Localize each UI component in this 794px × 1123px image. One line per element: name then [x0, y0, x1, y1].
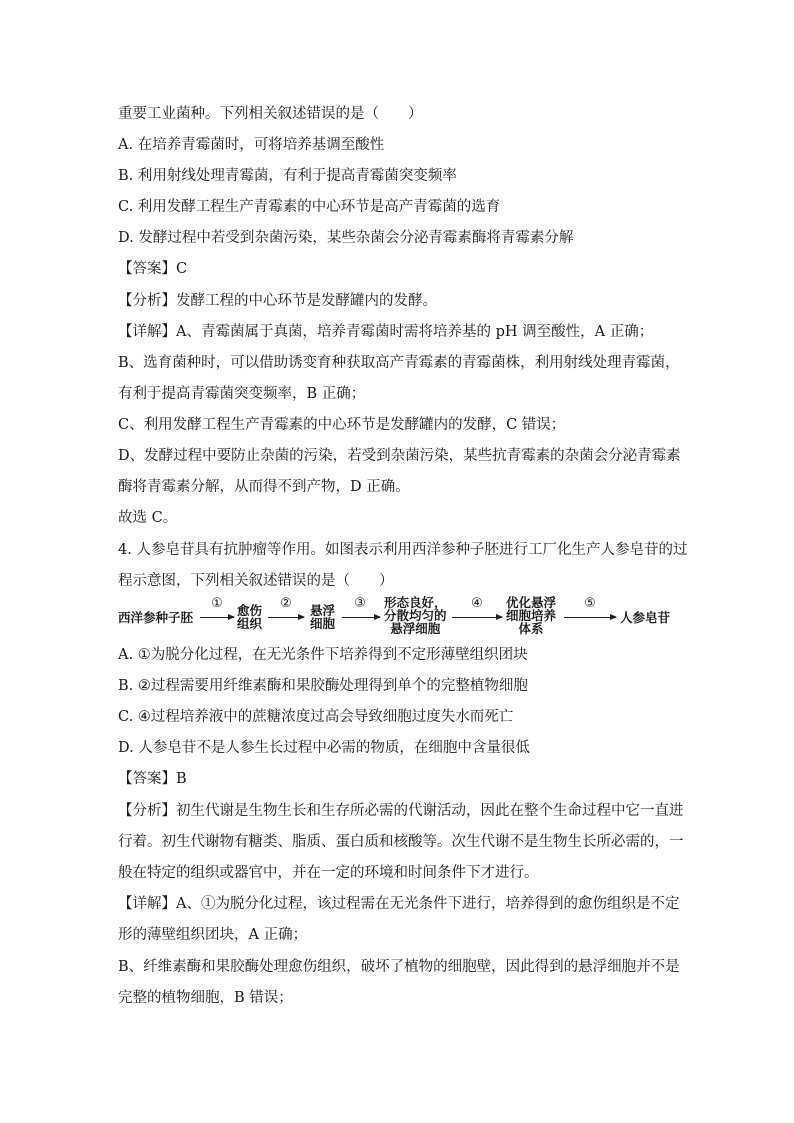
question-stem-end: 重要工业菌种。下列相关叙述错误的是（ ）: [118, 106, 423, 122]
flow-step-label: ③: [354, 596, 366, 611]
option-c: C. 利用发酵工程生产青霉素的中心环节是高产青霉菌的选育: [118, 199, 501, 215]
explanation-line: 【详解】A、青霉菌属于真菌，培养青霉菌时需将培养基的 pH 调至酸性，A 正确；: [118, 324, 654, 340]
option-a: A. ①为脱分化过程，在无光条件下培养得到不定形薄壁组织团块: [118, 647, 528, 663]
analysis-line: 行着。初生代谢物有糖类、脂质、蛋白质和核酸等。次生代谢不是生物生长所必需的，一: [118, 834, 684, 850]
explanation-line: B、纤维素酶和果胶酶处理愈伤组织，破坏了植物的细胞壁，因此得到的悬浮细胞并不是: [118, 959, 680, 975]
flow-node-callus: 愈伤 组织: [237, 603, 263, 631]
flow-step-label: ④: [471, 596, 483, 611]
flow-node-seed-embryo: 西洋参种子胚: [118, 610, 194, 625]
explanation-line: 完整的植物细胞，B 错误；: [118, 990, 293, 1006]
answer: 【答案】B: [118, 771, 187, 787]
analysis-line: 【分析】初生代谢是生物生长和生存所必需的代谢活动，因此在整个生命过程中它一直进: [118, 803, 684, 819]
explanation-line: 酶将青霉素分解，从而得不到产物，D 正确。: [118, 479, 410, 495]
analysis: 【分析】发酵工程的中心环节是发酵罐内的发酵。: [118, 293, 437, 309]
flow-arrow: [342, 617, 380, 618]
option-d: D. 人参皂苷不是人参生长过程中必需的物质，在细胞中含量很低: [118, 740, 530, 756]
question-4-stem: 程示意图，下列相关叙述错误的是（ ）: [118, 573, 394, 589]
flow-node-good-suspension: 形态良好， 分散均匀的 悬浮细胞: [384, 595, 447, 636]
flow-arrow: [268, 617, 304, 618]
explanation-line: C、利用发酵工程生产青霉素的中心环节是发酵罐内的发酵，C 错误；: [118, 417, 566, 433]
flow-step-label: ②: [280, 596, 292, 611]
answer: 【答案】C: [118, 261, 188, 277]
option-a: A. 在培养青霉菌时，可将培养基调至酸性: [118, 137, 385, 153]
flow-node-ginsenoside: 人参皂苷: [620, 610, 671, 625]
analysis-line: 般在特定的组织或器官中，并在一定的环境和时间条件下才进行。: [118, 865, 539, 881]
option-c: C. ④过程培养液中的蔗糖浓度过高会导致细胞过度失水而死亡: [118, 709, 514, 725]
process-flow-diagram: [118, 592, 678, 642]
explanation-line: B、选育菌种时，可以借助诱变育种获取高产青霉素的青霉菌株，利用射线处理青霉菌，: [118, 355, 680, 371]
flow-node-suspension-cells: 悬浮 细胞: [310, 603, 336, 631]
explanation-line: 有利于提高青霉菌突变频率，B 正确；: [118, 386, 366, 402]
option-b: B. 利用射线处理青霉菌，有利于提高青霉菌突变频率: [118, 168, 457, 184]
flow-arrow: [200, 617, 234, 618]
flow-arrow: [452, 617, 502, 618]
flow-arrow: [564, 617, 616, 618]
option-d: D. 发酵过程中若受到杂菌污染，某些杂菌会分泌青霉素酶将青霉素分解: [118, 230, 574, 246]
explanation-line: 【详解】A、①为脱分化过程，该过程需在无光条件下进行，培养得到的愈伤组织是不定: [118, 896, 680, 912]
explanation-line: D、发酵过程中要防止杂菌的污染，若受到杂菌污染，某些抗青霉素的杂菌会分泌青霉素: [118, 448, 681, 464]
conclusion: 故选 C。: [118, 510, 178, 526]
flow-step-label: ①: [211, 596, 223, 611]
flow-step-label: ⑤: [584, 596, 596, 611]
flow-node-optimized-system: 优化悬浮 细胞培养 体系: [506, 595, 557, 636]
explanation-line: 形的薄壁组织团块，A 正确；: [118, 927, 308, 943]
question-4-stem: 4. 人参皂苷具有抗肿瘤等作用。如图表示利用西洋参种子胚进行工厂化生产人参皂苷的过: [118, 542, 688, 558]
option-b: B. ②过程需要用纤维素酶和果胶酶处理得到单个的完整植物细胞: [118, 678, 528, 694]
